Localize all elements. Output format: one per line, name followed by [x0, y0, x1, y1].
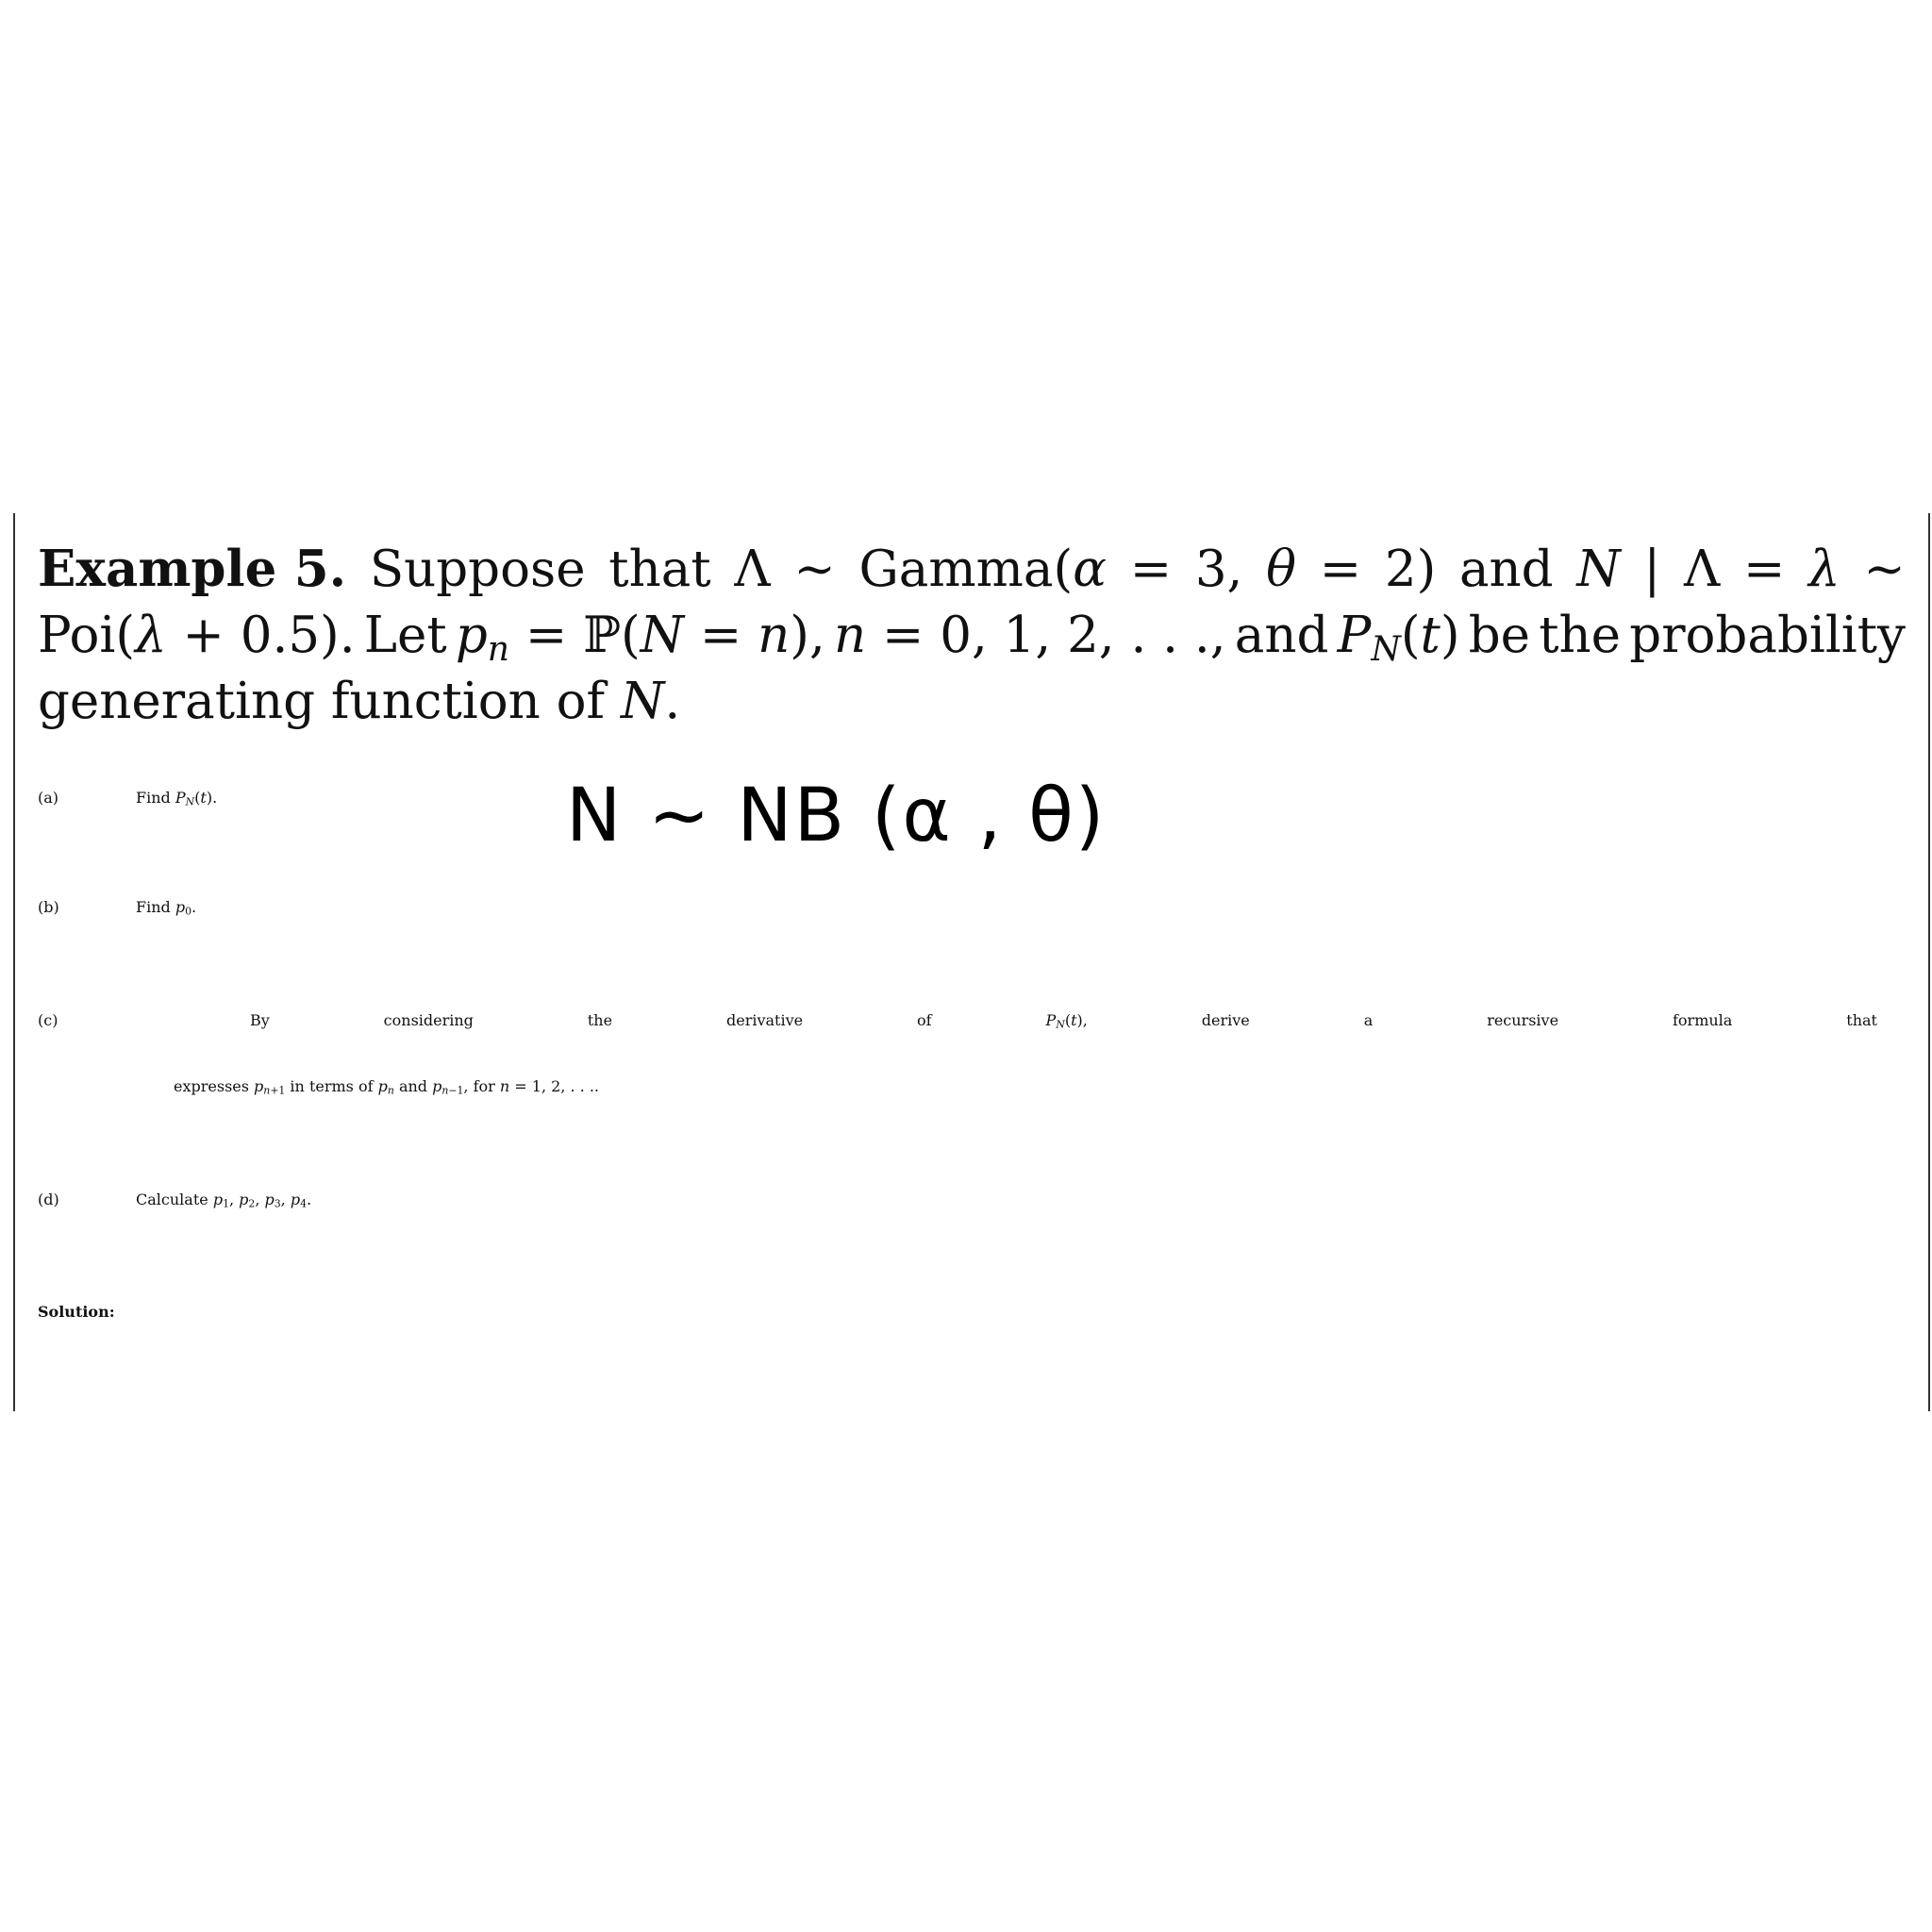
part-a-label: (a) [38, 789, 59, 807]
box-right-border [1928, 513, 1930, 1411]
example-heading: Example 5. [38, 540, 347, 598]
part-c: (c) By considering the derivative of $P_N(t)$, derive a recursive formula that [38, 1011, 1877, 1031]
part-a: (a) Find $P_N(t)$. [38, 789, 218, 808]
statement-line-1: Example 5. Suppose that Λ ∼ Gamma(α = 3, θ = 2) and N | Λ = λ ∼ [38, 540, 1906, 598]
statement-line-2: Poi(λ + 0.5). Let $p_n$ = ℙ(N = n), n = 0, 1, 2, . . ., and $P_N(t)$ be the probability [38, 607, 1906, 669]
part-b: (b) Find $p_0$. [38, 898, 197, 918]
part-d: (d) Calculate $p_1$, $p_2$, $p_3$, $p_4$. [38, 1191, 312, 1210]
box-left-border [13, 513, 15, 1411]
handwritten-note: N ~ NB (α , θ) [566, 774, 1107, 858]
solution-heading [38, 1303, 1877, 1321]
solution-label: Solution: [38, 1303, 115, 1321]
part-c-label: (c) [38, 1011, 58, 1029]
part-d-label: (d) [38, 1191, 59, 1208]
part-b-label: (b) [38, 898, 59, 916]
statement-line-3: generating function of N. [38, 673, 681, 730]
handwritten-annotation [566, 774, 1106, 858]
